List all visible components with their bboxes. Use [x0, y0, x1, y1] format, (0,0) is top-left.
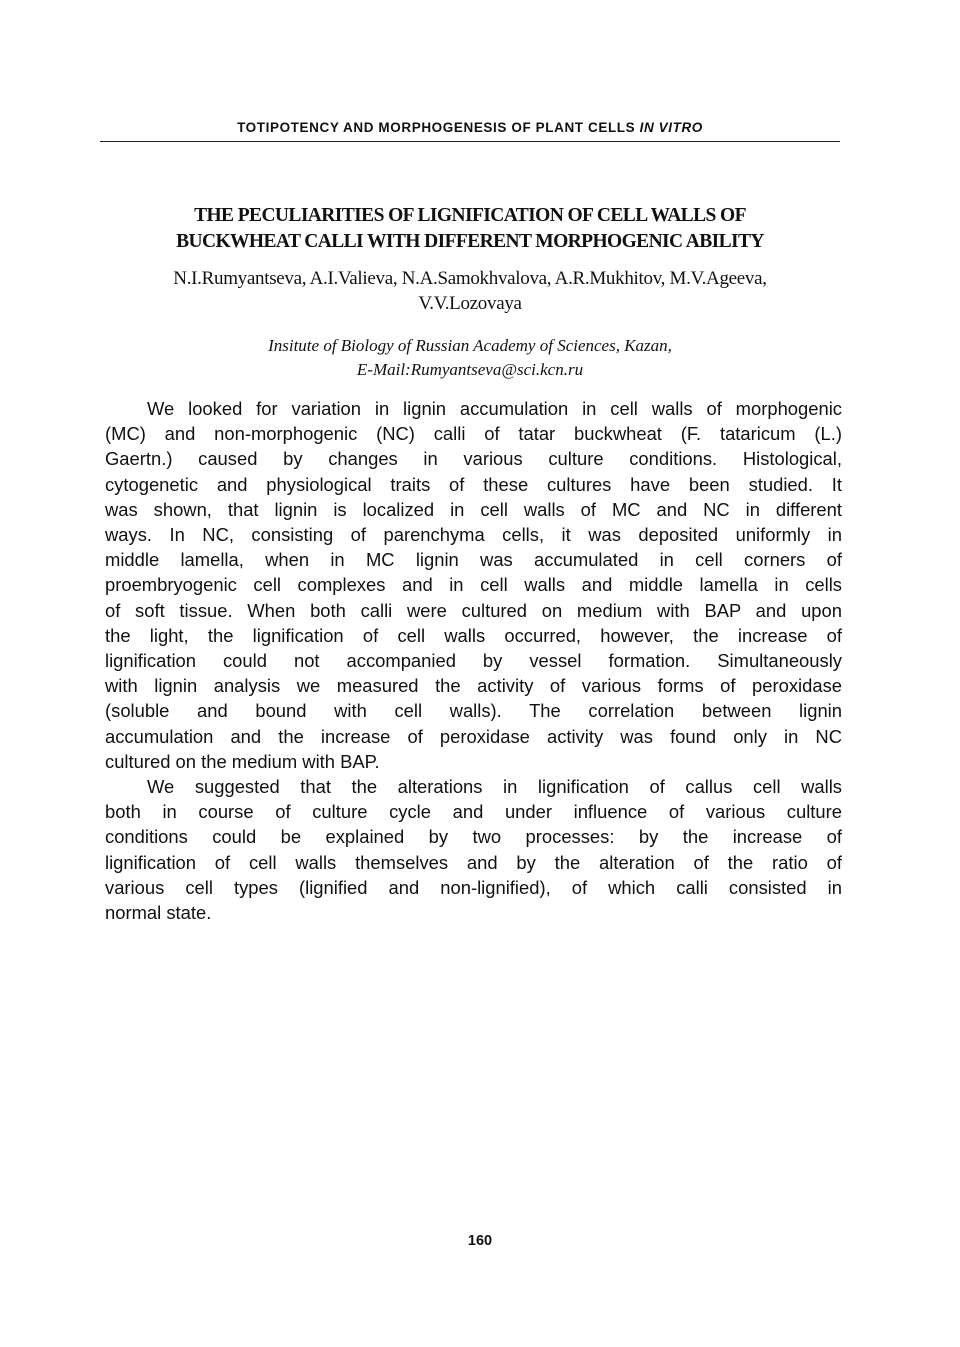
text-line: ways. In NC, consisting of parenchyma cells, it was deposited uniformly in	[105, 524, 842, 546]
header-rule	[100, 141, 840, 142]
affiliation-line-1: Insitute of Biology of Russian Academy of Sciences, Kazan,	[268, 336, 672, 355]
text-line: proembryogenic cell complexes and in cell walls and middle lamella in cells	[105, 574, 842, 596]
text-line: normal state.	[105, 902, 212, 924]
affiliation	[100, 334, 840, 382]
running-header	[100, 120, 840, 135]
running-title-italic: IN VITRO	[639, 120, 703, 135]
text-line: various cell types (lignified and non-lignified), of which calli consisted in	[105, 876, 842, 898]
authors-line-1: N.I.Rumyantseva, A.I.Valieva, N.A.Samokhvalova, A.R.Mukhitov, M.V.Ageeva,	[173, 268, 767, 289]
text-line: middle lamella, when in MC lignin was accumulated in cell corners of	[105, 549, 842, 571]
running-title-main: TOTIPOTENCY AND MORPHOGENESIS OF PLANT CELLS	[237, 120, 636, 135]
text-line: lignification of cell walls themselves and by the alteration of the ratio of	[105, 851, 842, 873]
text-line: of soft tissue. When both calli were cultured on medium with BAP and upon	[105, 599, 842, 621]
text-line: cytogenetic and physiological traits of these cultures have been studied. It	[105, 473, 842, 495]
text-line: cultured on the medium with BAP.	[105, 750, 380, 772]
text-line: lignification could not accompanied by vessel formation. Simultaneously	[105, 650, 842, 672]
text-line: was shown, that lignin is localized in cell walls of MC and NC in different	[105, 498, 842, 520]
text-line: (soluble and bound with cell walls). The correlation between lignin	[105, 700, 842, 722]
text-line: We suggested that the alterations in lignification of callus cell walls	[147, 776, 842, 798]
text-line: with lignin analysis we measured the activity of various forms of peroxidase	[105, 675, 842, 697]
author-list	[100, 266, 840, 316]
abstract-body	[105, 396, 842, 925]
text-line: the light, the lignification of cell walls occurred, however, the increase of	[105, 624, 842, 646]
text-line: We looked for variation in lignin accumulation in cell walls of morphogenic	[147, 398, 842, 419]
text-line: Gaertn.) caused by changes in various culture conditions. Histological,	[105, 448, 842, 470]
text-line: (MC) and non-morphogenic (NC) calli of tatar buckwheat (F. tataricum (L.)	[105, 423, 842, 445]
page-number: 160	[467, 1233, 493, 1249]
affiliation-email: E-Mail:Rumyantseva@sci.kcn.ru	[356, 360, 584, 379]
title-line-2: BUCKWHEAT CALLI WITH DIFFERENT MORPHOGENIC ABILITY	[176, 231, 764, 252]
paper-title	[100, 203, 840, 255]
text-line: conditions could be explained by two processes: by the increase of	[105, 826, 842, 848]
text-line: both in course of culture cycle and under influence of various culture	[105, 801, 842, 823]
text-line: accumulation and the increase of peroxidase activity was found only in NC	[105, 725, 842, 747]
title-line-1: THE PECULIARITIES OF LIGNIFICATION OF CELL WALLS OF	[194, 205, 746, 226]
paragraph-1	[105, 396, 842, 774]
paragraph-2	[105, 774, 842, 925]
authors-line-2: V.V.Lozovaya	[418, 293, 522, 314]
